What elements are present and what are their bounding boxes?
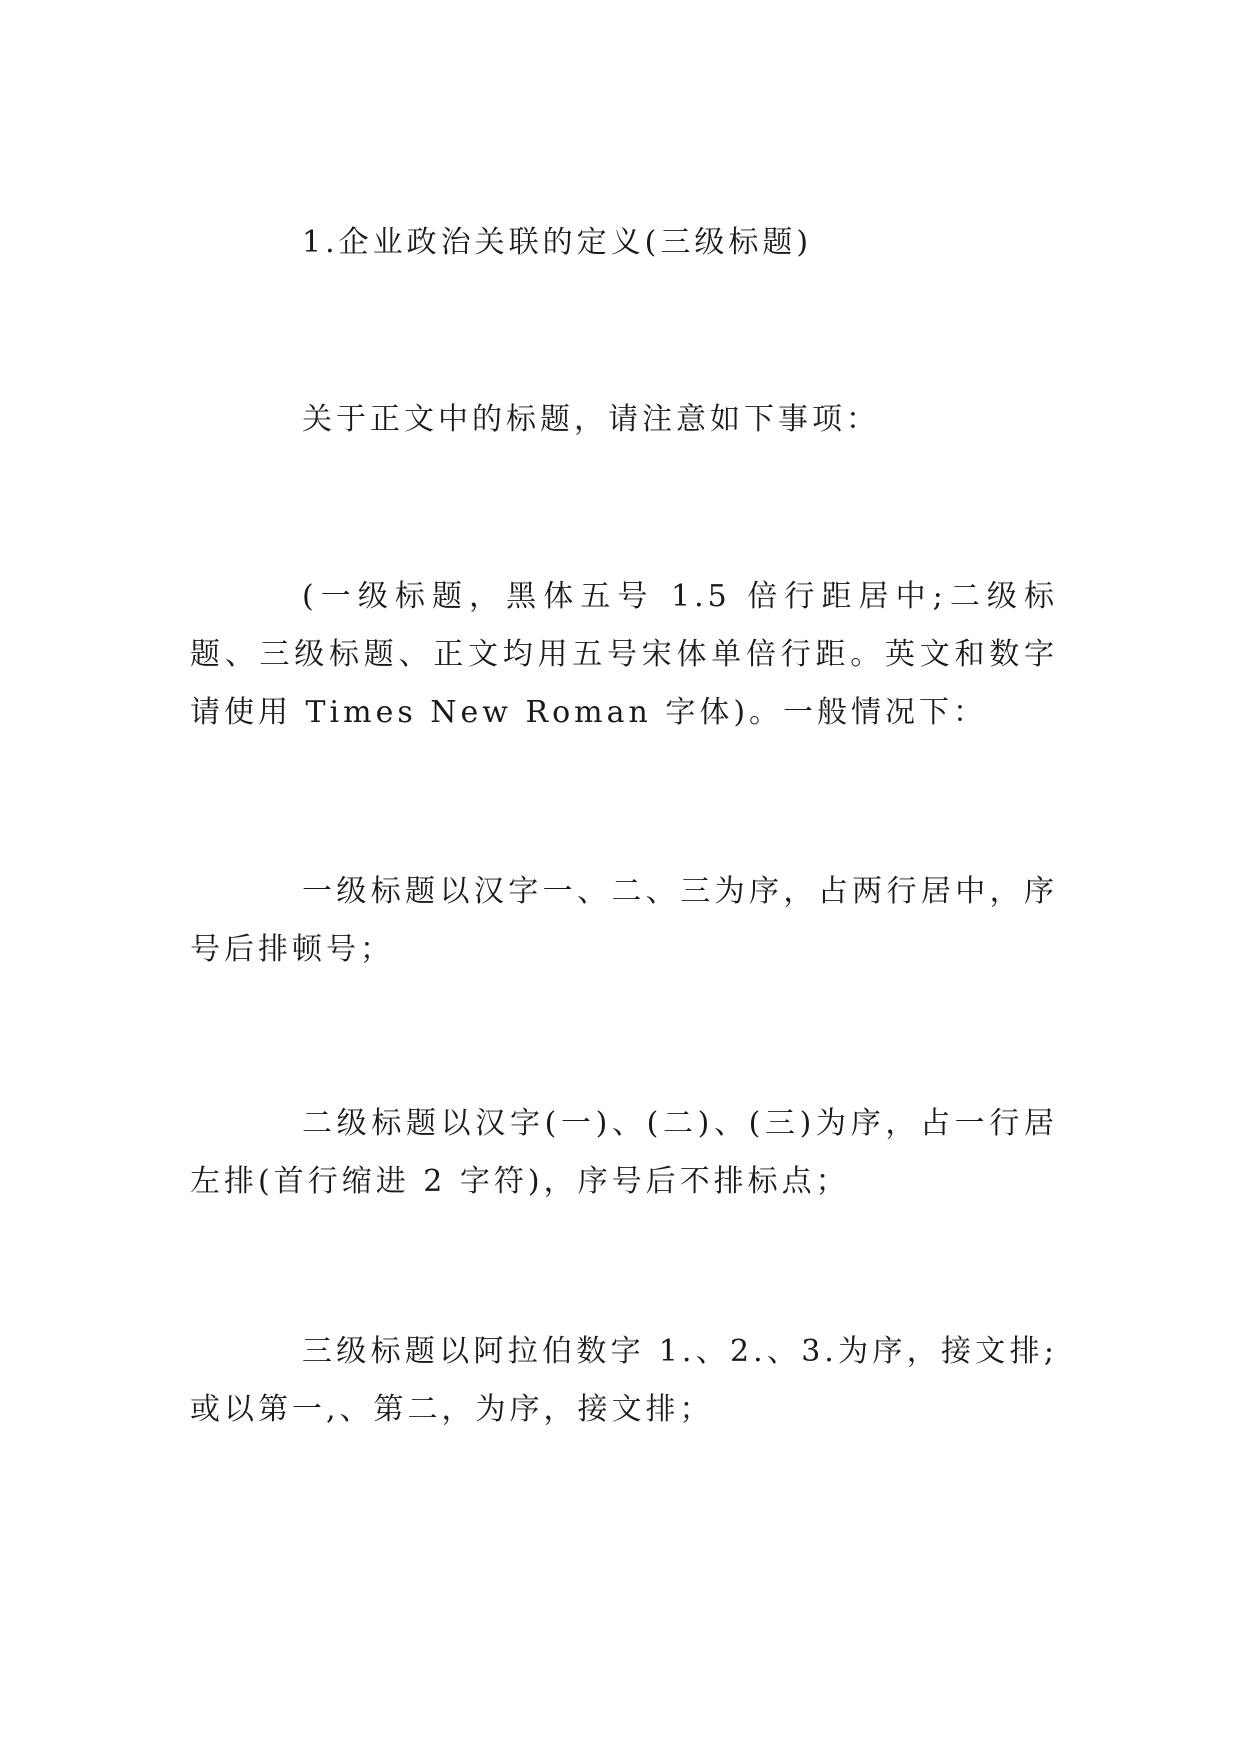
body-paragraph-level1-rule: 一级标题以汉字一、二、三为序，占两行居中，序号后排顿号；	[190, 874, 1058, 967]
body-paragraph-intro: 关于正文中的标题，请注意如下事项：	[302, 402, 880, 437]
body-paragraph-level2-rule: 二级标题以汉字(一)、(二)、(三)为序，占一行居左排(首行缩进 2 字符)，序号后不排标点；	[190, 1106, 1058, 1199]
section-heading-level3: 1.企业政治关联的定义(三级标题)	[302, 225, 813, 260]
body-paragraph-format-rules: (一级标题，黑体五号 1.5 倍行距居中;二级标题、三级标题、正文均用五号宋体单倍行距。英文和数字请使用 Times New Roman 字体)。一般情况下：	[190, 579, 1058, 730]
body-paragraph-level3-rule: 三级标题以阿拉伯数字 1.、2.、3.为序，接文排;或以第一,、第二，为序，接文排；	[190, 1334, 1058, 1427]
